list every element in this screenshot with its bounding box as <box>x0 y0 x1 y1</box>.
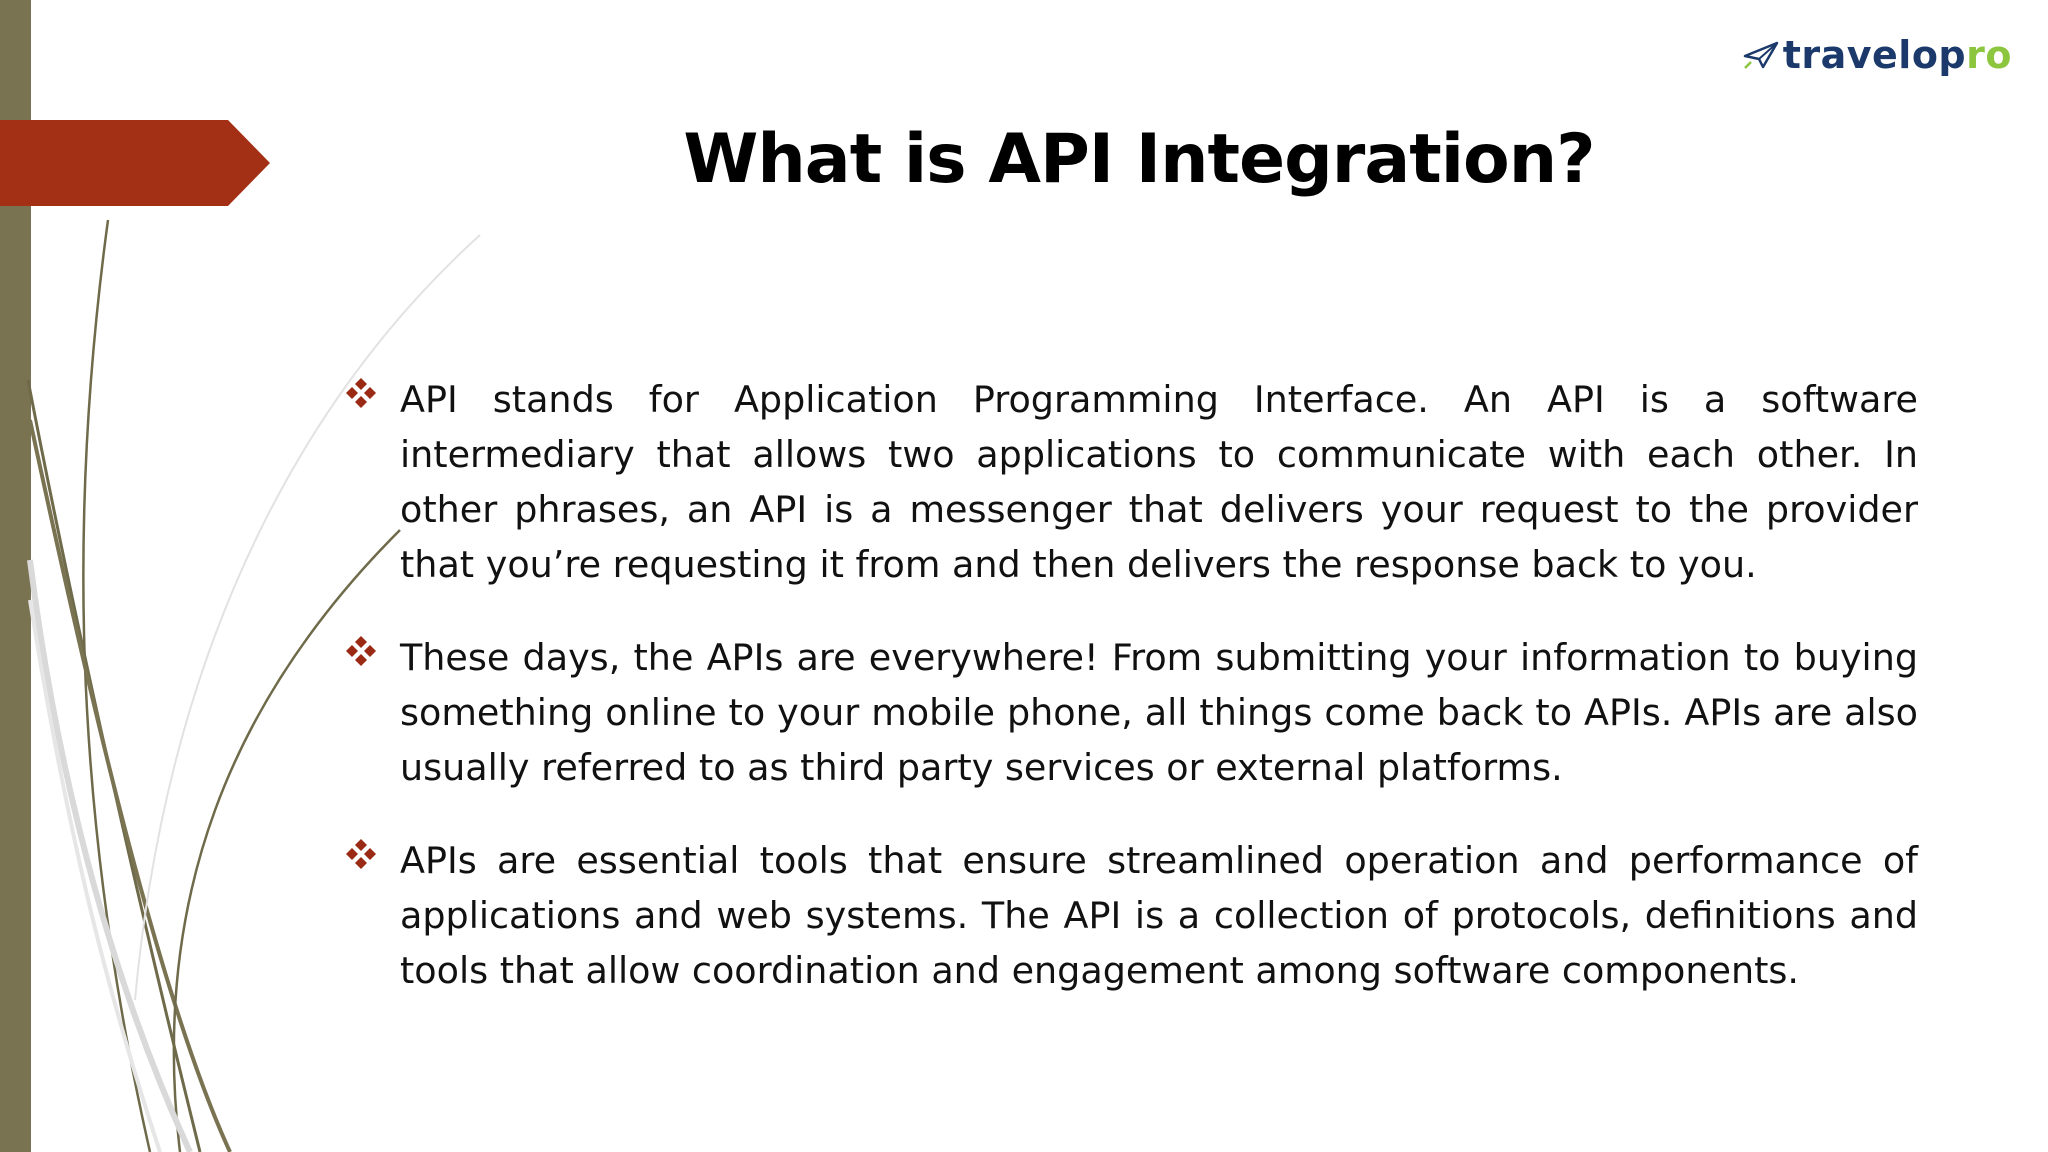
bullet-item <box>344 833 1918 998</box>
bullet-text: API stands for Application Programming Interface. An API is a software intermediary that allows two applications to communicate with each other. In other phrases, an API is a messenger that delivers your request to the provider that you’re requesting it from and then delivers the response back to you. <box>400 378 1918 586</box>
diamond-bullet-icon <box>344 634 378 668</box>
travelopro-logo <box>1743 33 2012 77</box>
logo-text <box>1782 33 2012 77</box>
bullet-text: APIs are essential tools that ensure streamlined operation and performance of applications and web systems. The API is a collection of protocols, definitions and tools that allow coordination and engagement among software components. <box>400 839 1918 992</box>
paper-plane-icon <box>1743 40 1779 70</box>
logo-text-accent: ro <box>1966 33 2012 77</box>
diamond-bullet-icon <box>344 376 378 410</box>
bullet-item <box>344 630 1918 795</box>
logo-text-main: travelop <box>1782 33 1967 77</box>
bullet-item <box>344 372 1918 592</box>
bullet-text: These days, the APIs are everywhere! From submitting your information to buying something online to your mobile phone, all things come back to APIs. APIs are also usually referred to as third party services or external platforms. <box>400 636 1918 789</box>
slide-title: What is API Integration? <box>683 120 1595 199</box>
diamond-bullet-icon <box>344 837 378 871</box>
bullet-list <box>344 372 1918 1036</box>
